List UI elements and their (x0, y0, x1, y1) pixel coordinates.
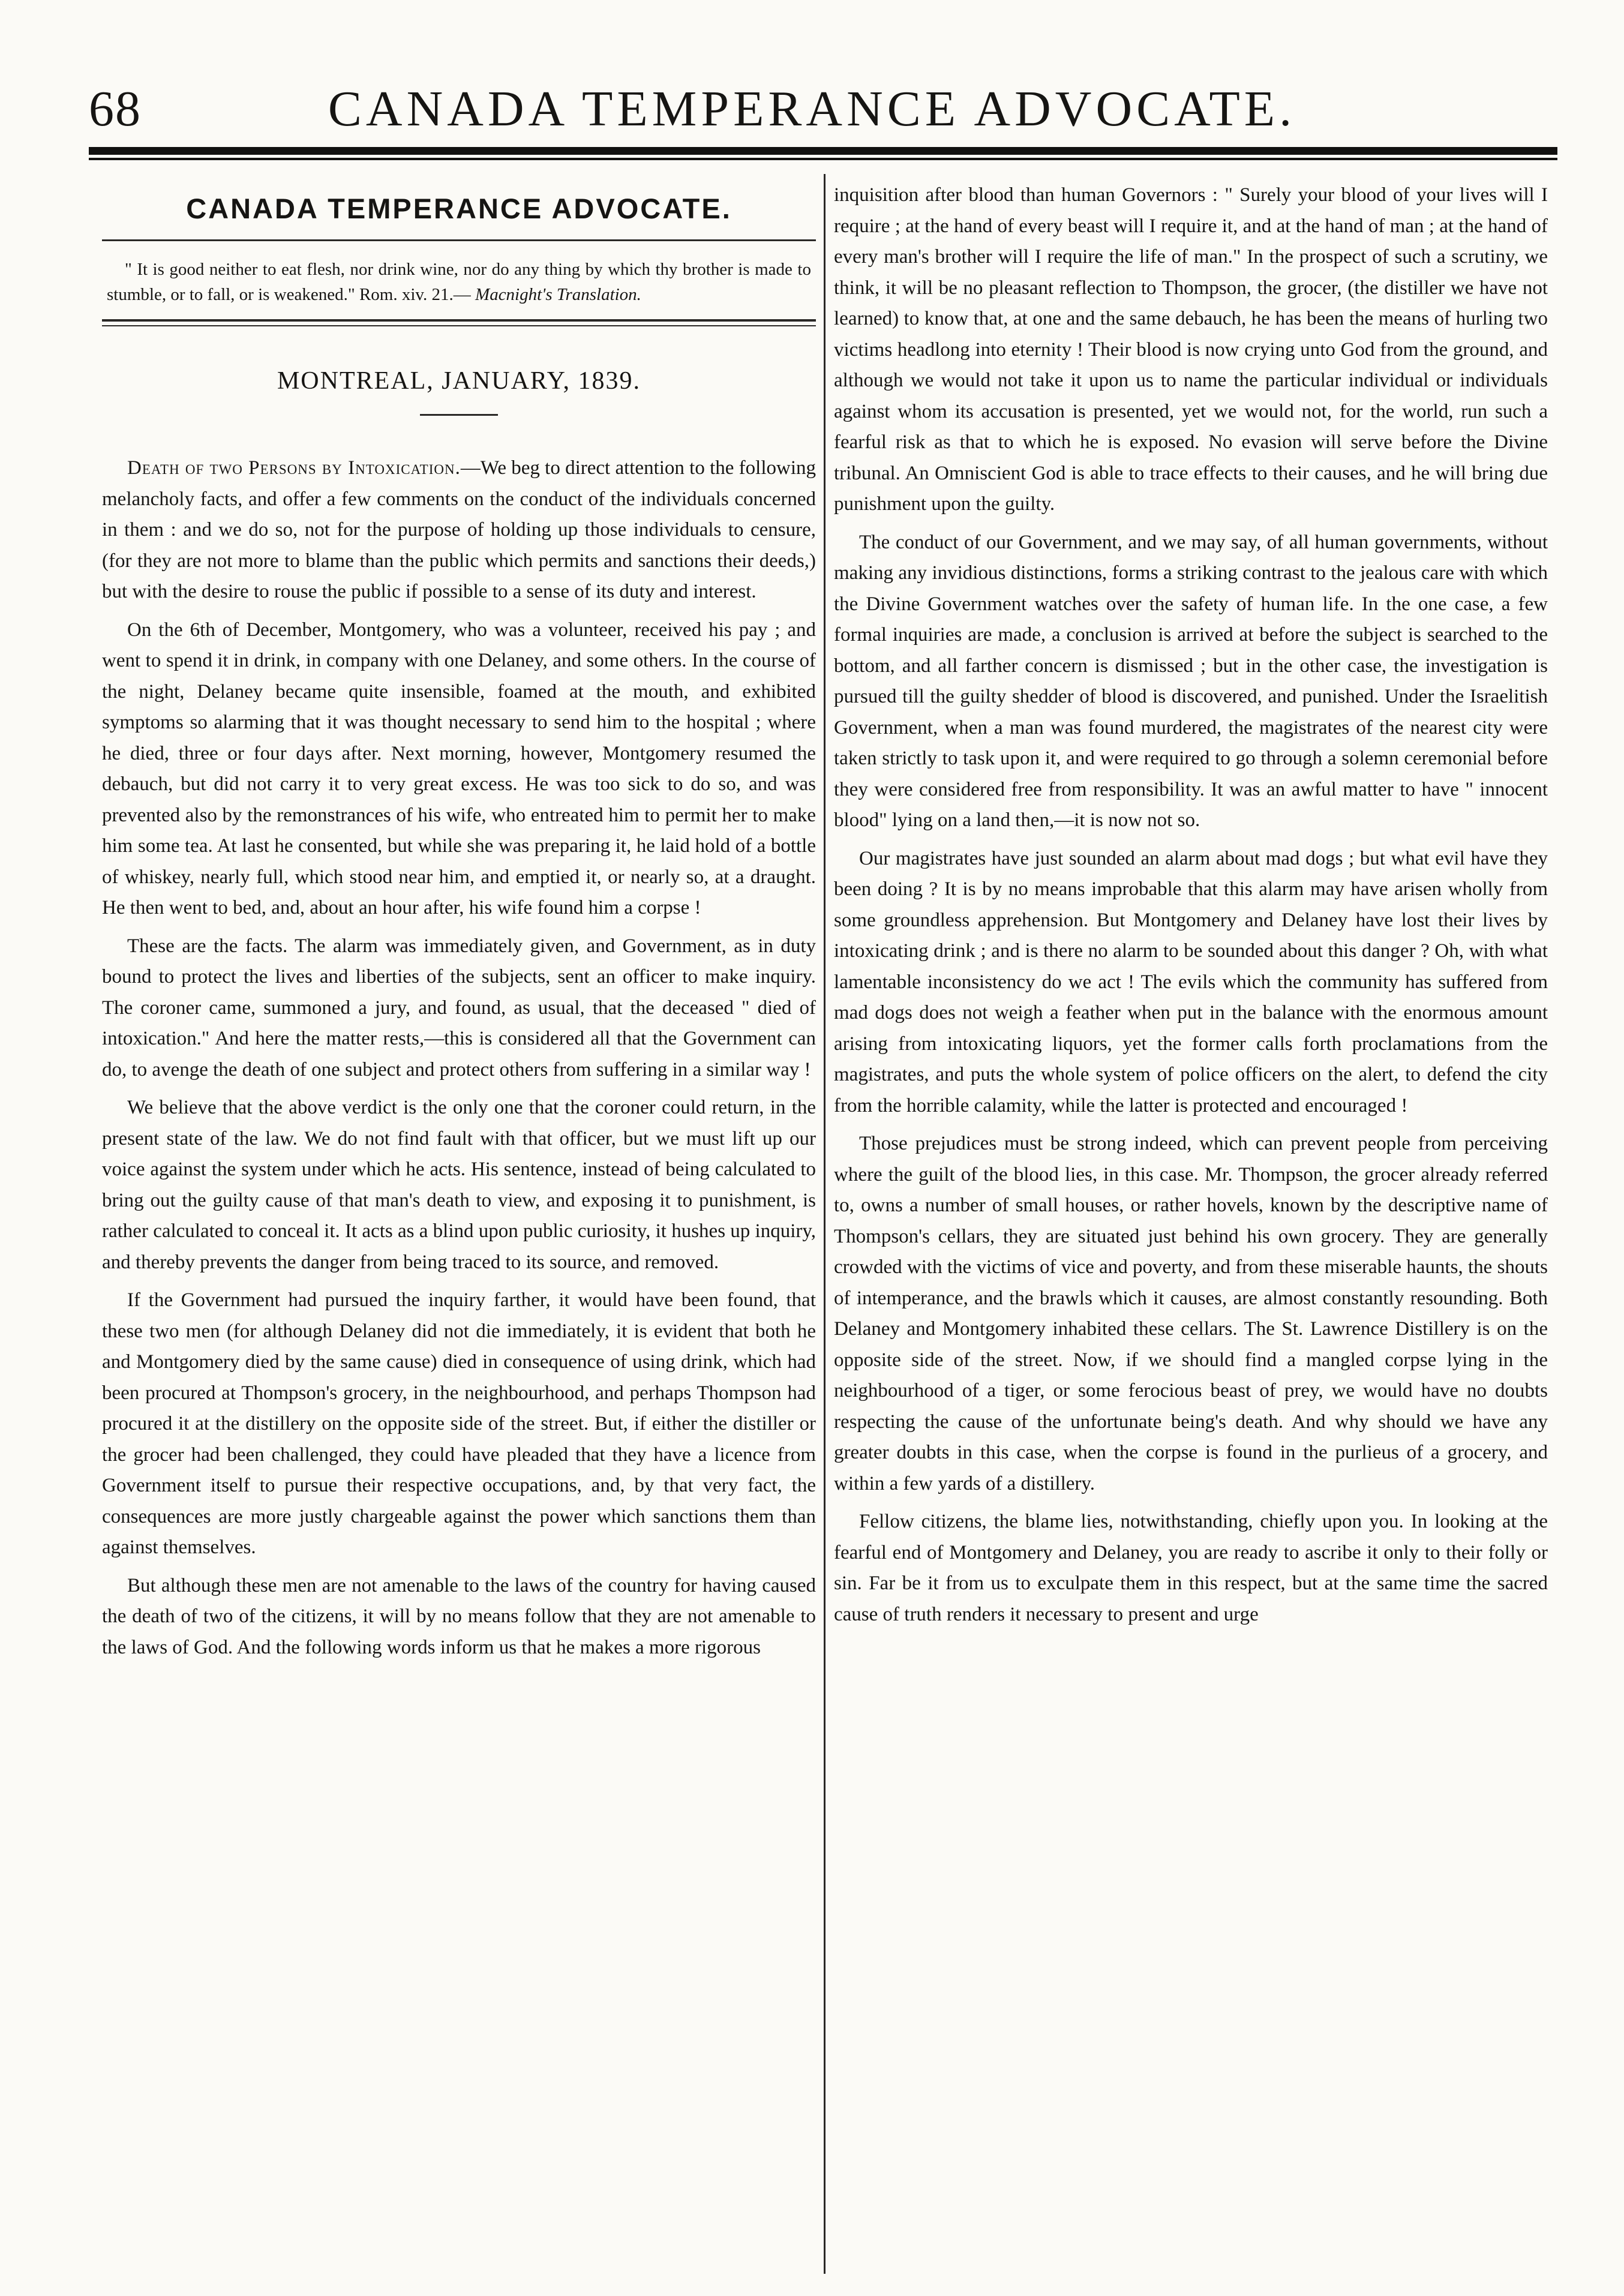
header-rule-thick (89, 147, 1557, 155)
right-column (834, 180, 1548, 2268)
left-column (102, 180, 816, 2268)
article-paragraph-continued: inquisition after blood than human Governors : " Surely your blood of your lives will I require ; at the hand of every beast will I require it, and at the hand of man ; at the hand of every man's brother will I require the life of man." In the prospect of such a scrutiny, we think, it will be no pleasant reflection to Thompson, the grocer, (the distiller we have not learned) to know that, at one and the same debauch, he has been the means of hurling two victims headlong into eternity ! Their blood is now crying unto God from the ground, and although we would not take it upon us to name the particular individual or individuals against whom its accusation is presented, yet we would not, for the world, run such a fearful risk as that to which he is exposed. No evasion will serve before the Divine tribunal. An Omniscient God is able to trace effects to their causes, and he will bring due punishment upon the guilty. (834, 184, 1548, 515)
header-rule-thin (89, 158, 1557, 160)
motto-text: " It is good neither to eat flesh, nor drink wine, nor do any thing by which thy brother is made to stumble, or to fall, or is weakened." Rom. xiv. 21.— (107, 260, 811, 304)
dateline: MONTREAL, JANUARY, 1839. (277, 367, 641, 395)
article-paragraph: These are the facts. The alarm was immediately given, and Government, as in duty bound to protect the lives and liberties of the subjects, sent an officer to make inquiry. The coroner came, summoned a jury, and found, as usual, that the deceased " died of intoxication." And here the matter rests,—this is considered all that the Government can do, to avenge the death of one subject and protect others from suffering in a similar way ! (102, 935, 816, 1081)
page-number: 68 (89, 81, 142, 137)
masthead-rule (102, 239, 816, 241)
article-paragraph: If the Government had pursued the inquiry farther, it would have been found, that these two men (for although Delaney did not die immediately, it is evident that both he and Montgomery died by the same cause) died in consequence of using drink, which had been procured at Thompson's grocery, in the neighbourhood, and perhaps Thompson had procured it at the distillery on the opposite side of the street. But, if either the distiller or the grocer had been challenged, they could have pleaded that they have a licence from Government itself to pursue their respective occupations, and, by that very fact, the consequences are more justly chargeable against the power which sanctions them than against themselves. (102, 1289, 816, 1558)
masthead-double-rule (102, 319, 816, 326)
masthead-motto (107, 257, 811, 307)
masthead-title: CANADA TEMPERANCE ADVOCATE. (186, 193, 732, 224)
article-heading: Death of two Persons by Intoxication. (127, 457, 461, 479)
article-paragraph: Those prejudices must be strong indeed, which can prevent people from perceiving where the guilt of the blood lies, in this case. Mr. Thompson, the grocer already referred to, owns a number of small houses, or rather hovels, known by the descriptive name of Thompson's cellars, they are situated just behind his own grocery. They are generally crowded with the victims of vice and poverty, and from these miserable haunts, the shouts of intemperance, and the brawls which it causes, are almost constantly resounding. Both Delaney and Montgomery inhabited these cellars. The St. Lawrence Distillery is on the opposite side of the street. Now, if we should find a mangled corpse lying in the neighbourhood of a tiger, or some ferocious beast of prey, we would have no doubts respecting the cause of the unfortunate being's death. And why should we have any greater doubts in this case, when the corpse is found in the purlieus of a grocery, and within a few yards of a distillery. (834, 1133, 1548, 1494)
article-paragraph (102, 453, 816, 608)
article-paragraph: We believe that the above verdict is the only one that the coroner could return, in the present state of the law. We do not find fault with that officer, but we must lift up our voice against the system under which he acts. His sentence, instead of being calculated to bring out the guilty cause of that man's death to view, and exposing it to punishment, is rather calculated to conceal it. It acts as a blind upon public curiosity, it hushes up inquiry, and thereby prevents the danger from being traced to its source, and removed. (102, 1097, 816, 1273)
paragraph-text: —We beg to direct attention to the following melancholy facts, and offer a few comments on the conduct of the individuals concerned in them : and we do so, not for the purpose of holding up those individuals to censure, (for they are not more to blame than the public which permits and sanctions their deeds,) but with the desire to rouse the public if possible to a sense of its duty and interest. (102, 457, 816, 602)
running-head: CANADA TEMPERANCE ADVOCATE. (328, 81, 1296, 137)
article-paragraph: The conduct of our Government, and we may say, of all human governments, without making any invidious distinctions, forms a striking contrast to the jealous care with which the Divine Government watches over the safety of human life. In the one case, a few formal inquiries are made, a conclusion is arrived at before the subject is searched to the bottom, and all farther concern is dismissed ; but in the other case, the investigation is pursued till the guilty shedder of blood is discovered, and punished. Under the Israelitish Government, when a man was found murdered, the magistrates of the nearest city were taken strictly to task upon it, and were required to go through a solemn ceremonial before they were considered free from responsibility. It was an awful matter to have " innocent blood" lying on a land then,—it is now not so. (834, 531, 1548, 831)
article-paragraph: But although these men are not amenable to the laws of the country for having caused the death of two of the citizens, it will by no means follow that they are not amenable to the laws of God. And the following words inform us that he makes a more rigorous (102, 1574, 816, 1658)
dateline-rule (420, 414, 498, 416)
article-paragraph: Our magistrates have just sounded an alarm about mad dogs ; but what evil have they been doing ? It is by no means improbable that this alarm may have arisen wholly from some groundless apprehension. But Montgomery and Delaney have lost their lives by intoxicating drink ; and is there no alarm to be sounded about this danger ? Oh, with what lamentable inconsistency do we act ! The evils which the community has suffered from mad dogs does not weigh a feather when put in the balance with the enormous amount arising from intoxicating liquors, yet the former calls forth proclamations from the magistrates, and puts the whole system of police officers on the alert, to defend the city from the horrible calamity, while the latter is protected and encouraged ! (834, 847, 1548, 1117)
motto-attribution: Macnight's Translation. (475, 285, 641, 304)
article-paragraph: Fellow citizens, the blame lies, notwithstanding, chiefly upon you. In looking at the fearful end of Montgomery and Delaney, you are ready to ascribe it only to their folly or sin. Far be it from us to exculpate them in this respect, but at the same time the sacred cause of truth renders it necessary to present and urge (834, 1511, 1548, 1625)
article-paragraph: On the 6th of December, Montgomery, who was a volunteer, received his pay ; and went to spend it in drink, in company with one Delaney, and some others. In the course of the night, Delaney became quite insensible, foamed at the mouth, and exhibited symptoms so alarming that it was thought necessary to send him to the hospital ; where he died, three or four days after. Next morning, however, Montgomery resumed the debauch, but did not carry it to very great excess. He was too sick to do so, and was prevented also by the remonstrances of his wife, who entreated him to permit her to make him some tea. At last he consented, but while she was preparing it, he laid hold of a bottle of whiskey, nearly full, which stood near him, and emptied it, or nearly so, at a draught. He then went to bed, and, about an hour after, his wife found him a corpse ! (102, 619, 816, 919)
column-divider (824, 174, 825, 2274)
